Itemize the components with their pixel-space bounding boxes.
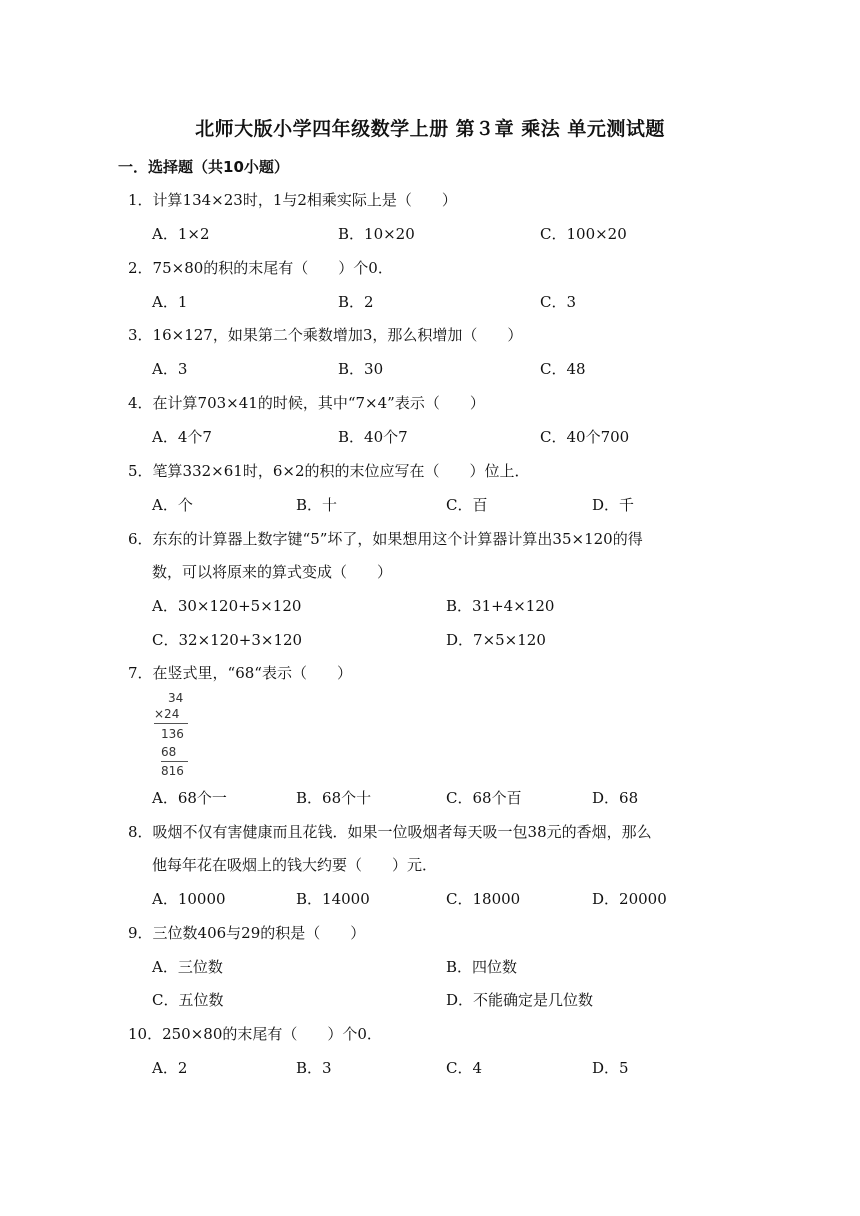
option-d: D．千 [592,496,635,514]
question-stem: 9．三位数406与29的积是（ ） [128,924,366,942]
option-c: C．3 [540,293,577,311]
option-d: D．68 [592,789,639,807]
option-c: C．48 [540,360,586,378]
question-stem: 2．75×80的积的末尾有（ ）个0． [128,259,393,277]
question-stem: 3．16×127，如果第二个乘数增加3，那么积增加（ ） [128,326,523,344]
partial-product-2: 68 [161,745,177,759]
option-c: C．4 [446,1059,483,1077]
calc-rule [154,723,188,724]
question-stem: 8．吸烟不仅有害健康而且花钱．如果一位吸烟者每天吸一包38元的香烟，那么 [128,823,652,841]
question-stem: 7．在竖式里，“68“表示（ ） [128,664,352,682]
question-stem-continued: 他每年花在吸烟上的钱大约要（ ）元． [152,856,438,874]
option-c: C．32×120+3×120 [152,631,303,649]
option-b: B．2 [338,293,374,311]
partial-product-1: 136 [161,727,184,741]
option-d: D．20000 [592,890,667,908]
option-c: C．40个700 [540,428,630,446]
option-b: B．十 [296,496,338,514]
product: 816 [161,764,184,778]
option-b: B．14000 [296,890,370,908]
option-d: D．5 [592,1059,629,1077]
option-d: D．不能确定是几位数 [446,991,594,1009]
question-stem: 10．250×80的末尾有（ ）个0． [128,1025,382,1043]
page-title: 北师大版小学四年级数学上册 第３章 乘法 单元测试题 [195,118,665,140]
option-a: A．1 [152,293,188,311]
option-a: A．68个一 [152,789,227,807]
multiplicand: 34 [168,691,184,705]
question-stem: 5．笔算332×61时，6×2的积的末位应写在（ ）位上． [128,462,530,480]
multiplier: ×24 [154,707,180,721]
option-a: A．10000 [152,890,226,908]
option-a: A．2 [152,1059,188,1077]
option-c: C．百 [446,496,488,514]
question-stem: 4．在计算703×41的时候，其中“7×4”表示（ ） [128,394,485,412]
question-stem-continued: 数，可以将原来的算式变成（ ） [152,563,393,581]
section-heading: 一．选择题（共10小题） [118,158,289,176]
option-b: B．10×20 [338,225,415,243]
option-c: C．18000 [446,890,521,908]
question-stem: 6．东东的计算器上数字键“5”坏了，如果想用这个计算器计算出35×120的得 [128,530,643,548]
option-b: B．40个7 [338,428,408,446]
option-a: A．30×120+5×120 [152,597,302,615]
option-b: B．四位数 [446,958,518,976]
option-c: C．五位数 [152,991,224,1009]
option-c: C．100×20 [540,225,627,243]
option-b: B．31+4×120 [446,597,555,615]
calc-rule [161,761,188,762]
option-a: A．1×2 [152,225,210,243]
vertical-multiplication [152,691,212,781]
option-b: B．3 [296,1059,332,1077]
option-b: B．30 [338,360,384,378]
question-stem: 1．计算134×23时，1与2相乘实际上是（ ） [128,191,457,209]
option-a: A．3 [152,360,188,378]
option-c: C．68个百 [446,789,522,807]
option-a: A．4个7 [152,428,212,446]
option-a: A．三位数 [152,958,223,976]
option-b: B．68个十 [296,789,372,807]
option-a: A．个 [152,496,193,514]
option-d: D．7×5×120 [446,631,546,649]
